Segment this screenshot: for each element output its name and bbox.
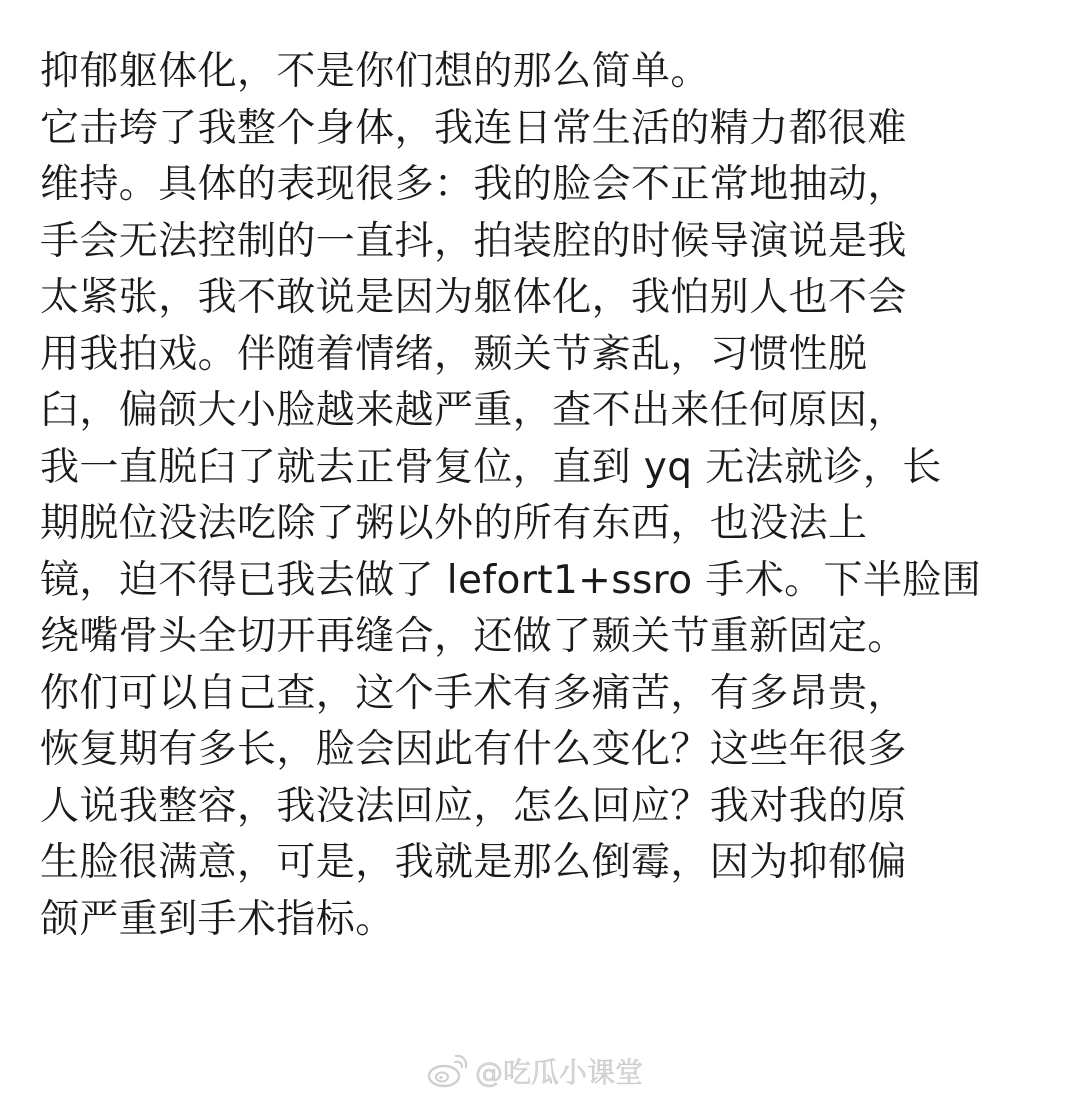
post-text-line: 我一直脱臼了就去正骨复位，直到 yq 无法就诊，长: [40, 444, 942, 490]
watermark-text: @吃瓜小课堂: [475, 1056, 644, 1089]
post-text-line: 用我拍戏。伴随着情绪，颞关节紊乱，习惯性脱: [40, 331, 868, 377]
post-text-line: 手会无法控制的一直抖，拍装腔的时候导演说是我: [40, 218, 907, 264]
post-text-line: 太紧张，我不敢说是因为躯体化，我怕别人也不会: [40, 275, 907, 320]
post-text-line: 绕嘴骨头全切开再缝合，还做了颞关节重新固定。: [40, 614, 907, 659]
post-text-line: 臼，偏颌大小脸越来越严重，查不出来任何原因，: [40, 388, 907, 433]
post-text-line: 颌严重到手术指标。: [40, 896, 395, 942]
post-text-line: 你们可以自己查，这个手术有多痛苦，有多昂贵，: [40, 670, 907, 716]
post-text-line: 维持。具体的表现很多：我的脸会不正常地抽动，: [40, 162, 907, 207]
weibo-logo-icon: [425, 1052, 469, 1094]
post-text-line: 恢复期有多长，脸会因此有什么变化？这些年很多: [40, 727, 907, 772]
watermark: [425, 1052, 643, 1094]
post-text-line: 人说我整容，我没法回应，怎么回应？我对我的原: [40, 783, 907, 829]
post-text-line: 抑郁躯体化，不是你们想的那么简单。: [40, 49, 710, 94]
post-text-line: 镜，迫不得已我去做了 lefort1+ssro 手术。下半脸围: [40, 557, 982, 603]
post-text-line: 期脱位没法吃除了粥以外的所有东西，也没法上: [40, 501, 868, 546]
post-text-line: 它击垮了我整个身体，我连日常生活的精力都很难: [40, 105, 907, 151]
post-text-body: [40, 44, 1050, 948]
post-text-line: 生脸很满意，可是，我就是那么倒霉，因为抑郁偏: [40, 840, 907, 885]
